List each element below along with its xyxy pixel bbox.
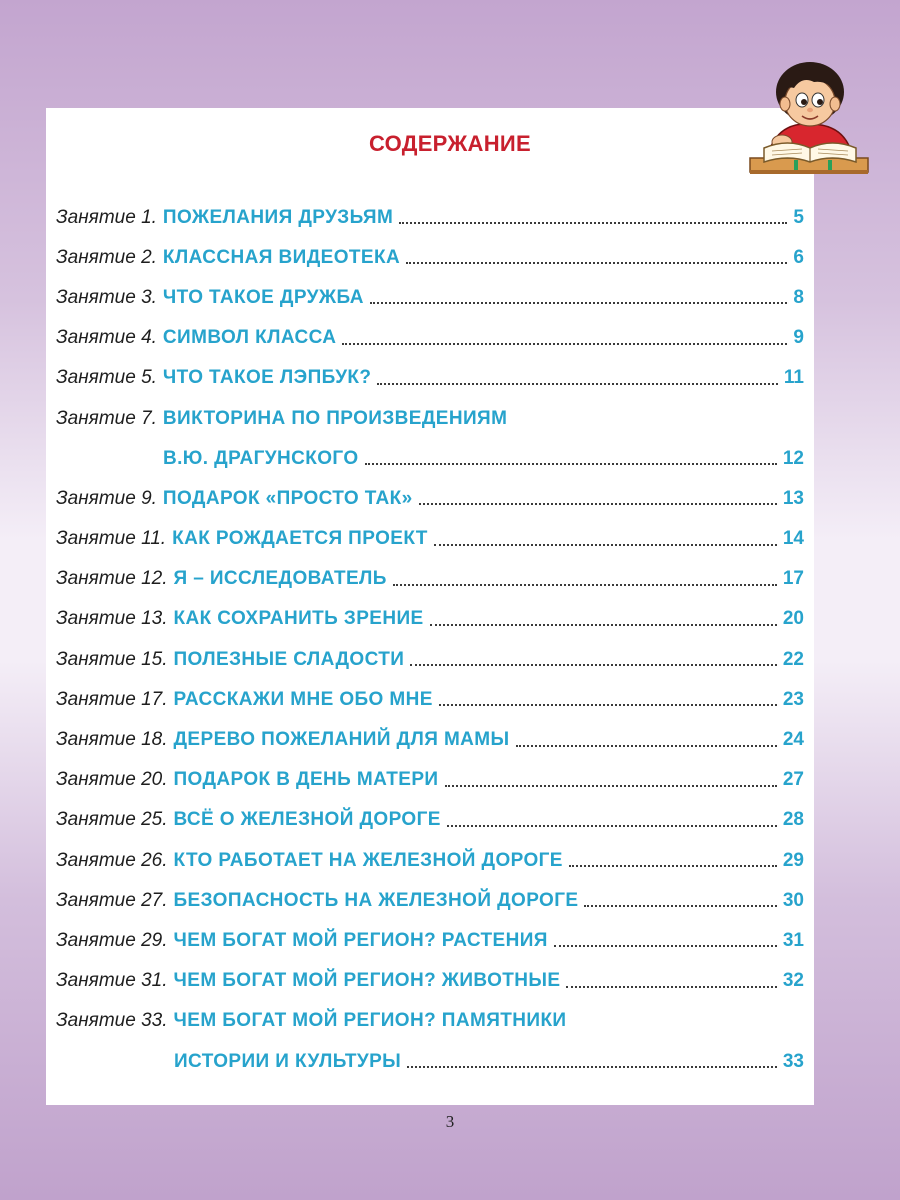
dot-leader (434, 544, 777, 546)
dot-leader (399, 222, 787, 224)
page-ref: 20 (782, 608, 804, 630)
dot-leader (554, 945, 777, 947)
dot-leader (406, 262, 787, 264)
dot-leader (439, 704, 777, 706)
lesson-heading: БЕЗОПАСНОСТЬ НА ЖЕЛЕЗНОЙ ДОРОГЕ (173, 889, 579, 911)
toc-entry (56, 277, 804, 317)
page-ref: 29 (782, 849, 804, 871)
lesson-heading: Я – ИССЛЕДОВАТЕЛЬ (173, 568, 387, 590)
toc-entry-continuation (56, 1041, 804, 1081)
page-ref: 13 (782, 487, 804, 509)
lesson-heading: ЧТО ТАКОЕ ЛЭПБУК? (162, 367, 372, 389)
lesson-label: Занятие 33. (56, 1010, 168, 1032)
page-ref: 24 (782, 729, 804, 751)
lesson-heading: КАК СОХРАНИТЬ ЗРЕНИЕ (173, 608, 424, 630)
lesson-heading: ДЕРЕВО ПОЖЕЛАНИЙ ДЛЯ МАМЫ (173, 729, 510, 751)
lesson-heading-continued: ИСТОРИИ И КУЛЬТУРЫ (174, 1050, 402, 1072)
toc-entry (56, 880, 804, 920)
toc-entry (56, 1001, 804, 1041)
page-ref: 28 (782, 809, 804, 831)
toc-entry (56, 920, 804, 960)
lesson-heading: КЛАССНАЯ ВИДЕОТЕКА (162, 246, 401, 268)
dot-leader (365, 463, 777, 465)
lesson-heading: ЧЕМ БОГАТ МОЙ РЕГИОН? ЖИВОТНЫЕ (173, 970, 561, 992)
dot-leader (393, 584, 777, 586)
toc-entry (56, 800, 804, 840)
page-ref: 9 (793, 327, 804, 349)
lesson-label: Занятие 20. (56, 769, 168, 791)
lesson-label: Занятие 5. (56, 367, 157, 389)
toc-entry (56, 519, 804, 559)
lesson-label: Занятие 26. (56, 849, 168, 871)
toc-entry (56, 237, 804, 277)
dot-leader (566, 986, 776, 988)
page-ref: 30 (782, 889, 804, 911)
lesson-label: Занятие 27. (56, 889, 168, 911)
page-ref: 12 (782, 447, 804, 469)
lesson-heading: ПОЖЕЛАНИЯ ДРУЗЬЯМ (162, 206, 394, 228)
dot-leader (410, 664, 777, 666)
toc-entry-continuation (56, 438, 804, 478)
toc-entry (56, 398, 804, 438)
table-of-contents (56, 197, 804, 1081)
lesson-heading: ПОЛЕЗНЫЕ СЛАДОСТИ (173, 648, 405, 670)
lesson-label: Занятие 15. (56, 648, 168, 670)
lesson-heading-continued: В.Ю. ДРАГУНСКОГО (163, 447, 359, 469)
dot-leader (445, 785, 777, 787)
toc-entry (56, 679, 804, 719)
toc-entry (56, 719, 804, 759)
dot-leader (407, 1066, 777, 1068)
lesson-label: Занятие 9. (56, 487, 157, 509)
lesson-heading: ВИКТОРИНА ПО ПРОИЗВЕДЕНИЯМ (162, 407, 508, 429)
page-ref: 14 (782, 528, 804, 550)
page-ref: 8 (793, 286, 804, 308)
dot-leader (419, 503, 777, 505)
lesson-label: Занятие 13. (56, 608, 168, 630)
lesson-label: Занятие 31. (56, 970, 168, 992)
dot-leader (342, 343, 787, 345)
toc-entry (56, 559, 804, 599)
dot-leader (447, 825, 777, 827)
toc-entry (56, 478, 804, 518)
lesson-heading: РАССКАЖИ МНЕ ОБО МНЕ (173, 688, 433, 710)
page-ref: 11 (783, 367, 804, 389)
lesson-heading: ЧЕМ БОГАТ МОЙ РЕГИОН? ПАМЯТНИКИ (173, 1010, 567, 1032)
lesson-label: Занятие 29. (56, 929, 168, 951)
lesson-heading: ПОДАРОК В ДЕНЬ МАТЕРИ (173, 769, 439, 791)
lesson-label: Занятие 12. (56, 568, 168, 590)
toc-entry (56, 599, 804, 639)
lesson-label: Занятие 3. (56, 286, 157, 308)
dot-leader (584, 905, 776, 907)
boy-reading-book-icon (748, 58, 870, 176)
toc-entry (56, 318, 804, 358)
lesson-label: Занятие 25. (56, 809, 168, 831)
toc-entry (56, 961, 804, 1001)
dot-leader (370, 302, 787, 304)
page-ref: 31 (782, 929, 804, 951)
lesson-heading: КАК РОЖДАЕТСЯ ПРОЕКТ (172, 528, 428, 550)
toc-entry (56, 358, 804, 398)
lesson-label: Занятие 2. (56, 246, 157, 268)
page-title: СОДЕРЖАНИЕ (368, 131, 532, 156)
page-ref: 27 (782, 769, 804, 791)
lesson-label: Занятие 4. (56, 327, 157, 349)
lesson-heading: ВСЁ О ЖЕЛЕЗНОЙ ДОРОГЕ (173, 809, 441, 831)
lesson-label: Занятие 11. (56, 528, 167, 550)
dot-leader (516, 745, 777, 747)
page-number: 3 (445, 1112, 455, 1131)
dot-leader (377, 383, 777, 385)
dot-leader (569, 865, 777, 867)
lesson-label: Занятие 17. (56, 688, 168, 710)
toc-entry (56, 840, 804, 880)
page-ref: 23 (782, 688, 804, 710)
toc-entry (56, 197, 804, 237)
dot-leader (430, 624, 777, 626)
page-ref: 6 (793, 246, 804, 268)
page-ref: 33 (782, 1050, 804, 1072)
lesson-label: Занятие 7. (56, 407, 157, 429)
lesson-heading: ПОДАРОК «ПРОСТО ТАК» (162, 487, 413, 509)
page-ref: 5 (793, 206, 804, 228)
toc-entry (56, 639, 804, 679)
toc-entry (56, 760, 804, 800)
lesson-heading: ЧЕМ БОГАТ МОЙ РЕГИОН? РАСТЕНИЯ (173, 929, 548, 951)
page-ref: 32 (782, 970, 804, 992)
lesson-label: Занятие 1. (56, 206, 157, 228)
lesson-heading: КТО РАБОТАЕТ НА ЖЕЛЕЗНОЙ ДОРОГЕ (173, 849, 563, 871)
lesson-heading: ЧТО ТАКОЕ ДРУЖБА (162, 286, 364, 308)
lesson-label: Занятие 18. (56, 729, 168, 751)
lesson-heading: СИМВОЛ КЛАССА (162, 327, 337, 349)
page-ref: 17 (782, 568, 804, 590)
page-ref: 22 (782, 648, 804, 670)
